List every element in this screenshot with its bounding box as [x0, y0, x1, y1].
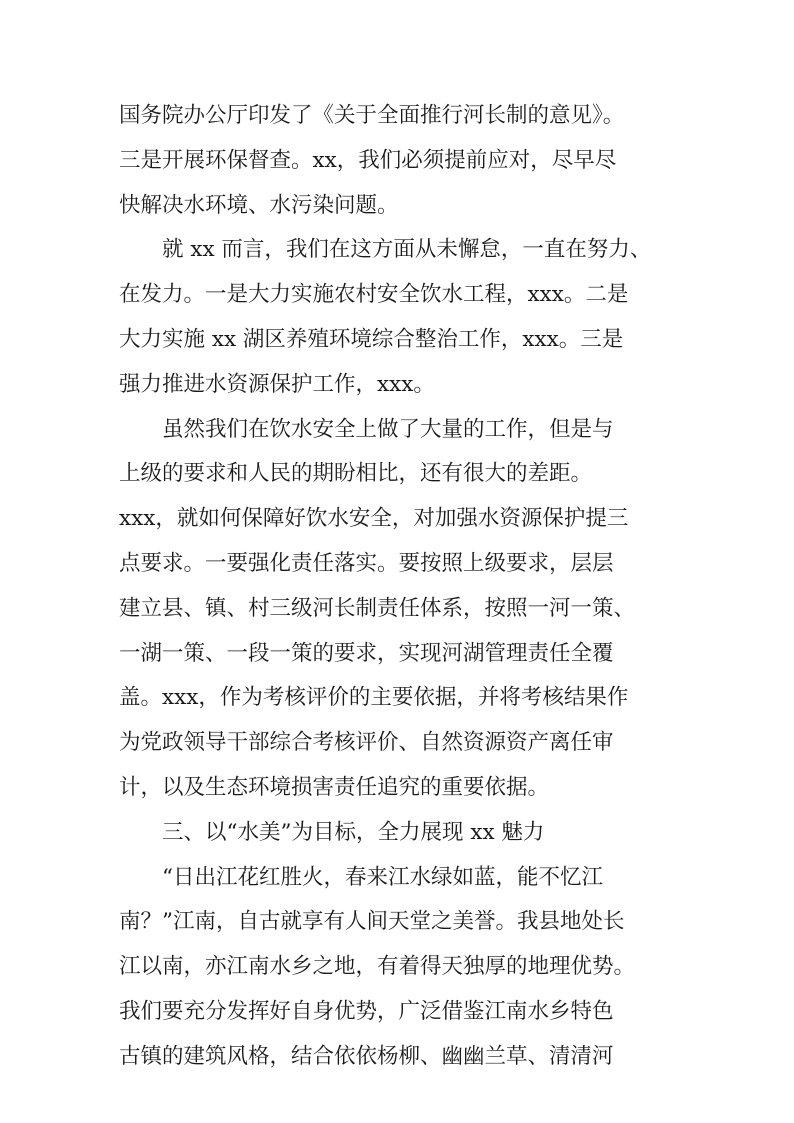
text-line-11: 点要求。一要强化责任落实。要按照上级要求，层层: [119, 550, 614, 576]
text-line-13: 一湖一策、一段一策的要求，实现河湖管理责任全覆: [119, 640, 614, 666]
text-line-7: 强力推进水资源保护工作，xxx。: [119, 371, 435, 397]
text-line-15: 为党政领导干部综合考核评价、自然资源资产离任审: [119, 730, 614, 756]
text-line-22: 古镇的建筑风格，结合依依杨柳、幽幽兰草、清清河: [119, 1043, 614, 1069]
text-line-8: 虽然我们在饮水安全上做了大量的工作，但是与: [162, 416, 614, 442]
text-line-1: 国务院办公厅印发了《关于全面推行河长制的意见》。: [119, 103, 625, 128]
text-line-4: 就 xx 而言，我们在这方面从未懈怠，一直在努力、: [162, 237, 652, 263]
text-line-14: 盖。xxx，作为考核评价的主要依据，并将考核结果作: [119, 685, 629, 711]
text-line-16: 计，以及生态环境损害责任追究的重要依据。: [119, 774, 550, 800]
text-line-6: 大力实施 xx 湖区养殖环境综合整治工作，xxx。三是: [119, 326, 624, 352]
text-line-3: 快解决水环境、水污染问题。: [119, 192, 399, 218]
text-line-18: “日出江花红胜火，春来江水绿如蓝，能不忆江: [162, 864, 603, 890]
text-line-2: 三是开展环保督查。xx，我们必须提前应对，尽早尽: [119, 147, 617, 173]
text-line-5: 在发力。一是大力实施农村安全饮水工程，xxx。二是: [119, 282, 629, 308]
body-text: [119, 94, 679, 1080]
text-line-10: xxx，就如何保障好饮水安全，对加强水资源保护提三: [119, 506, 629, 532]
text-line-20: 江以南，亦江南水乡之地，有着得天独厚的地理优势。: [119, 954, 636, 980]
text-line-19: 南？”江南，自古就享有人间天堂之美誉。我县地处长: [119, 909, 625, 935]
section-heading: 三、以“水美”为目标，全力展现 xx 魅力: [162, 819, 545, 845]
text-line-9: 上级的要求和人民的期盼相比，还有很大的差距。: [119, 461, 593, 487]
text-line-12: 建立县、镇、村三级河长制责任体系，按照一河一策、: [119, 595, 636, 621]
text-line-21: 我们要充分发挥好自身优势，广泛借鉴江南水乡特色: [119, 998, 614, 1024]
